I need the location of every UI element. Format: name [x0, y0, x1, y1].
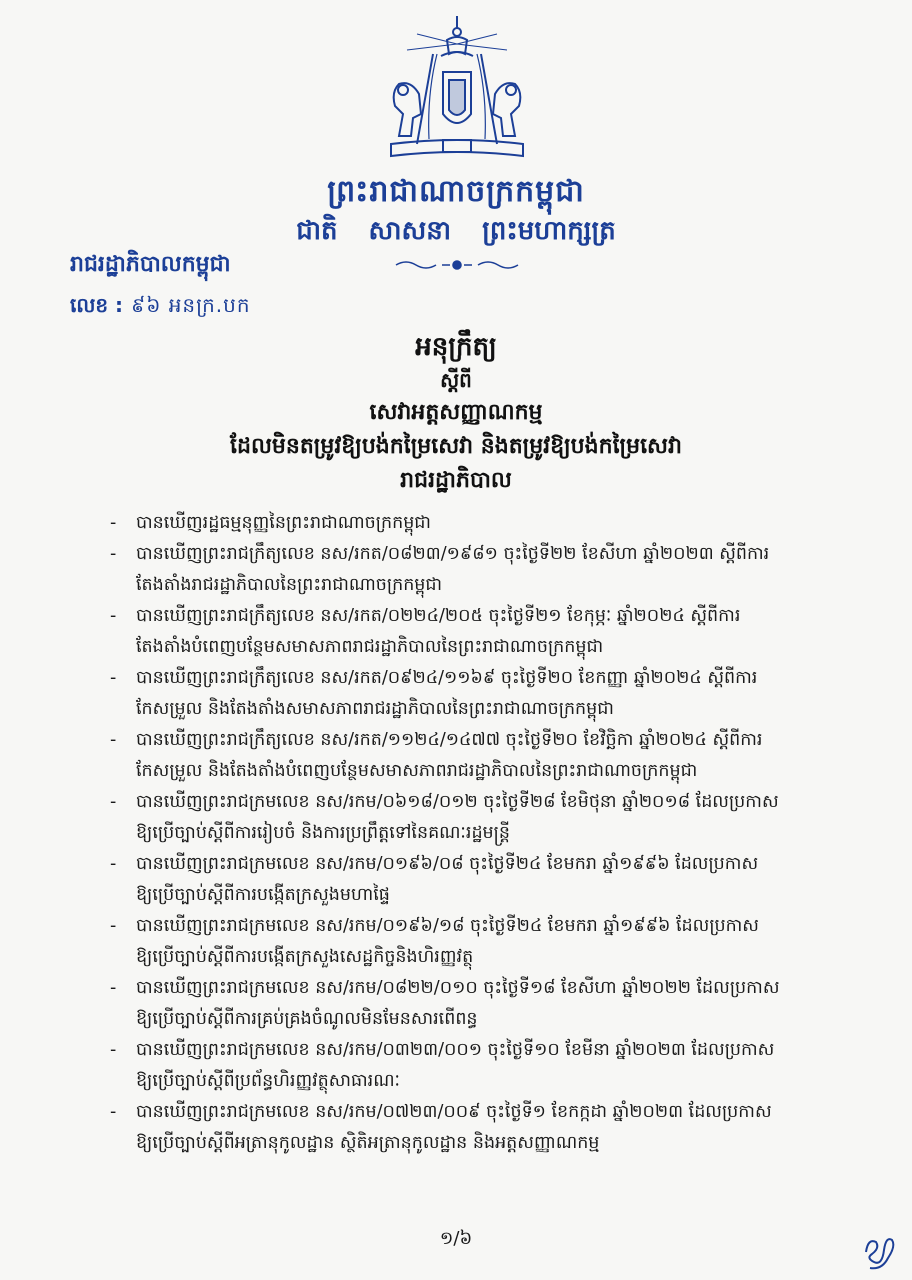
clause-line: បានឃើញព្រះរាជក្រឹត្យលេខ នស/រកត/០៩២៤/១១៦៩ ចុះថ្ងៃទី២០ ខែកញ្ញា ឆ្នាំ២០២៤ ស្តីពីការ — [136, 668, 758, 688]
clause-line: ឱ្យប្រើច្បាប់ស្តីពីប្រព័ន្ធហិរញ្ញវត្ថុសាធារណៈ — [136, 1071, 400, 1091]
clause-line: បានឃើញរដ្ឋធម្មនុញ្ញនៃព្រះរាជាណាចក្រកម្ពុជា — [136, 513, 431, 533]
clause-line: ឱ្យប្រើច្បាប់ស្តីពីការគ្រប់គ្រងចំណូលមិនមែនសារពើពន្ធ — [136, 1009, 478, 1029]
clause-line: តែងតាំងរាជរដ្ឋាភិបាលនៃព្រះរាជាណាចក្រកម្ពុជា — [136, 575, 443, 595]
decorative-divider — [392, 258, 522, 272]
clause-line: កែសម្រួល និងតែងតាំងបំពេញបន្ថែមសមាសភាពរាជរដ្ឋាភិបាលនៃព្រះរាជាណាចក្រកម្ពុជា — [136, 761, 698, 781]
preamble-clause — [110, 601, 840, 663]
document-subject-line3: រាជរដ្ឋាភិបាល — [400, 468, 512, 493]
clause-line: បានឃើញព្រះរាជក្រមលេខ នស/រកម/០១៩៦/០៨ ចុះថ្ងៃទី២៤ ខែមករា ឆ្នាំ១៩៩៦ ដែលប្រកាស — [136, 854, 759, 874]
clause-line: បានឃើញព្រះរាជក្រមលេខ នស/រកម/០៧២៣/០០៩ ចុះថ្ងៃទី១ ខែកក្កដា ឆ្នាំ២០២៣ ដែលប្រកាស — [136, 1102, 772, 1122]
clause-line: បានឃើញព្រះរាជក្រឹត្យលេខ នស/រកត/០៨២៣/១៩៨១ ចុះថ្ងៃទី២២ ខែសីហា ឆ្នាំ២០២៣ ស្តីពីការ — [136, 544, 770, 564]
clause-dash: - — [110, 854, 117, 874]
clause-line: បានឃើញព្រះរាជក្រមលេខ នស/រកម/០១៩៦/១៨ ចុះថ្ងៃទី២៤ ខែមករា ឆ្នាំ១៩៩៦ ដែលប្រកាស — [136, 916, 759, 936]
clause-dash: - — [110, 513, 117, 533]
preamble-clause — [110, 1097, 840, 1159]
preamble-clause — [110, 539, 840, 601]
document-subject-line2: ដែលមិនតម្រូវឱ្យបង់កម្រៃសេវា និងតម្រូវឱ្យបង់កម្រៃសេវា — [230, 434, 682, 459]
preamble-clause — [110, 849, 840, 911]
preamble-clause — [110, 663, 840, 725]
clause-dash: - — [110, 730, 117, 750]
preamble-clause — [110, 1035, 840, 1097]
motto-religion: សាសនា — [368, 216, 452, 246]
clause-dash: - — [110, 606, 117, 626]
clause-line: កែសម្រួល និងតែងតាំងសមាសភាពរាជរដ្ឋាភិបាលនៃព្រះរាជាណាចក្រកម្ពុជា — [136, 699, 614, 719]
clause-line: ឱ្យប្រើច្បាប់ស្តីពីការបង្កើតក្រសួងមហាផ្ទៃ — [136, 885, 390, 905]
clause-dash: - — [110, 978, 117, 998]
clause-line: បានឃើញព្រះរាជក្រមលេខ នស/រកម/០៨២២/០១០ ចុះថ្ងៃទី១៨ ខែសីហា ឆ្នាំ២០២២ ដែលប្រកាស — [136, 978, 780, 998]
national-motto — [0, 214, 912, 252]
clause-line: បានឃើញព្រះរាជក្រមលេខ នស/រកម/០៣២៣/០០១ ចុះថ្ងៃទី១០ ខែមីនា ឆ្នាំ២០២៣ ដែលប្រកាស — [136, 1040, 775, 1060]
clause-dash: - — [110, 792, 117, 812]
preamble-clause — [110, 787, 840, 849]
clause-line: បានឃើញព្រះរាជក្រមលេខ នស/រកម/០៦១៨/០១២ ចុះថ្ងៃទី២៨ ខែមិថុនា ឆ្នាំ២០១៨ ដែលប្រកាស — [136, 792, 779, 812]
clause-line: តែងតាំងបំពេញបន្ថែមសមាសភាពរាជរដ្ឋាភិបាលនៃព្រះរាជាណាចក្រកម្ពុជា — [136, 637, 604, 657]
initials-signature — [858, 1228, 898, 1274]
clause-line: បានឃើញព្រះរាជក្រឹត្យលេខ នស/រកត/១១២៤/១៤៧៧ ចុះថ្ងៃទី២០ ខែវិច្ឆិកា ឆ្នាំ២០២៤ ស្តីពីការ — [136, 730, 763, 750]
clause-dash: - — [110, 668, 117, 688]
motto-king: ព្រះមហាក្សត្រ — [482, 216, 616, 246]
preamble-clause — [110, 973, 840, 1035]
document-number-value: ៩៦ អនក្រ.បក — [131, 293, 251, 317]
preamble-clause-list — [110, 508, 840, 1159]
document-type: អនុក្រឹត្យ — [415, 332, 497, 362]
page-number: ១/៦ — [439, 1228, 473, 1249]
clause-dash: - — [110, 1040, 117, 1060]
royal-coat-of-arms-icon — [377, 14, 537, 164]
kingdom-title: ព្រះរាជាណាចក្រកម្ពុជា — [327, 174, 585, 209]
document-number-label: លេខ : — [70, 293, 124, 317]
clause-line: ឱ្យប្រើច្បាប់ស្តីពីការបង្កើតក្រសួងសេដ្ឋកិច្ចនិងហិរញ្ញវត្ថុ — [136, 947, 474, 967]
clause-line: ឱ្យប្រើច្បាប់ស្តីពីការរៀបចំ និងការប្រព្រឹត្តទៅនៃគណៈរដ្ឋមន្ត្រី — [136, 823, 510, 843]
document-number — [70, 292, 251, 322]
clause-dash: - — [110, 916, 117, 936]
title-about: ស្តីពី — [440, 368, 472, 392]
preamble-clause — [110, 911, 840, 973]
clause-line: ឱ្យប្រើច្បាប់ស្តីពីអត្រានុកូលដ្ឋាន ស្ថិតិអត្រានុកូលដ្ឋាន និងអត្តសញ្ញាណកម្ម — [136, 1133, 600, 1153]
clause-dash: - — [110, 544, 117, 564]
preamble-clause — [110, 508, 840, 539]
clause-dash: - — [110, 1102, 117, 1122]
clause-line: បានឃើញព្រះរាជក្រឹត្យលេខ នស/រកត/០២២៤/២០៥ ចុះថ្ងៃទី២១ ខែកុម្ភៈ ឆ្នាំ២០២៤ ស្តីពីការ — [136, 606, 741, 626]
motto-nation: ជាតិ — [296, 216, 338, 246]
document-subject: សេវាអត្តសញ្ញាណកម្ម — [369, 400, 543, 425]
issuing-government: រាជរដ្ឋាភិបាលកម្ពុជា — [70, 252, 231, 277]
preamble-clause — [110, 725, 840, 787]
